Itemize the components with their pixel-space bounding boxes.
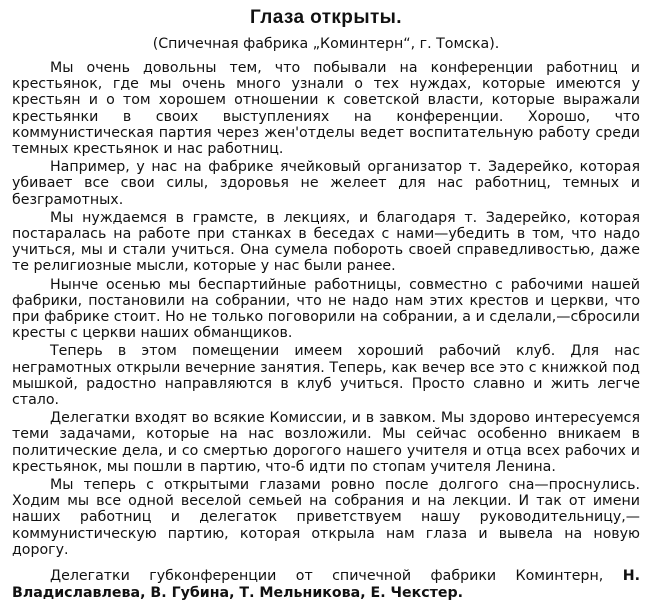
paragraph: Например, у нас на фабрике ячейковый организатор т. Задерейко, которая убивает все свои силы, здоровья не желеет для нас работниц, темных и безграмотных.: [12, 159, 640, 208]
paragraph: Мы очень довольны тем, что побывали на конференции работниц и крестьянок, где мы очень много узнали о тех нуждах, которые имеются у крестьян и о том хорошем отношении к советской власти, которые выражали крестьянки в своих выступлениях на конференции. Хорошо, что коммунистическая партия через жен'отделы ведет воспитательную работу среди темных крестьянок и нас работниц.: [12, 60, 640, 158]
signature-names: Н. Владиславлева, В. Губина, Т. Мельникова, Е. Чекстер.: [12, 568, 640, 601]
signature: [12, 568, 640, 601]
paragraph: Делегатки входят во всякие Комиссии, и в завком. Мы здорово интересуемся теми задачами, которые на нас возложили. Мы сейчас особенно вникаем в политические дела, и со смертью дорогого нашего учителя и отца всех рабочих и крестьянок, мы пошли в партию, что-б идти по стопам учителя Ленина.: [12, 410, 640, 475]
paragraph: Мы нуждаемся в грамсте, в лекциях, и благодаря т. Задерейко, которая постаралась на работе при станках в беседах с нами—убедить в том, что надо учиться, мы и стали учиться. Она сумела побороть своей справедливостью, даже те религиозные мысли, которые у нас были ранее.: [12, 209, 640, 275]
paragraph: Мы теперь с открытыми глазами ровно после долгого сна—проснулись. Ходим мы все одной веселой семьей на собрания и на лекции. И так от имени наших работниц и делегаток приветствуем нашу руководительницу,—коммунистическую партию, которая открыла нам глаза и вывела на новую дорогу.: [12, 477, 640, 558]
article-subtitle: (Спичечная фабрика „Коминтерн“, г. Томска).: [152, 36, 500, 52]
signature-lead: Делегатки губконференции от спичечной фабрики Коминтерн,: [50, 568, 604, 585]
paragraph: Нынче осенью мы беспартийные работницы, совместно с рабочими нашей фабрики, постановили на собрании, что не надо нам этих крестов и церкви, что при фабрике стоит. Но не только поговорили на собрании, а и сделали,—сбросили кресты с церкви наших обманщиков.: [12, 276, 640, 342]
paragraph: Теперь в этом помещении имеем хороший рабочий клуб. Для нас неграмотных открыли вечерние занятия. Теперь, как вечер все это с книжкой под мышкой, радостно направляются в клуб учиться. Просто славно и жить легче стало.: [12, 343, 640, 409]
article: [12, 6, 640, 601]
article-title: Глаза открыты.: [250, 7, 402, 28]
